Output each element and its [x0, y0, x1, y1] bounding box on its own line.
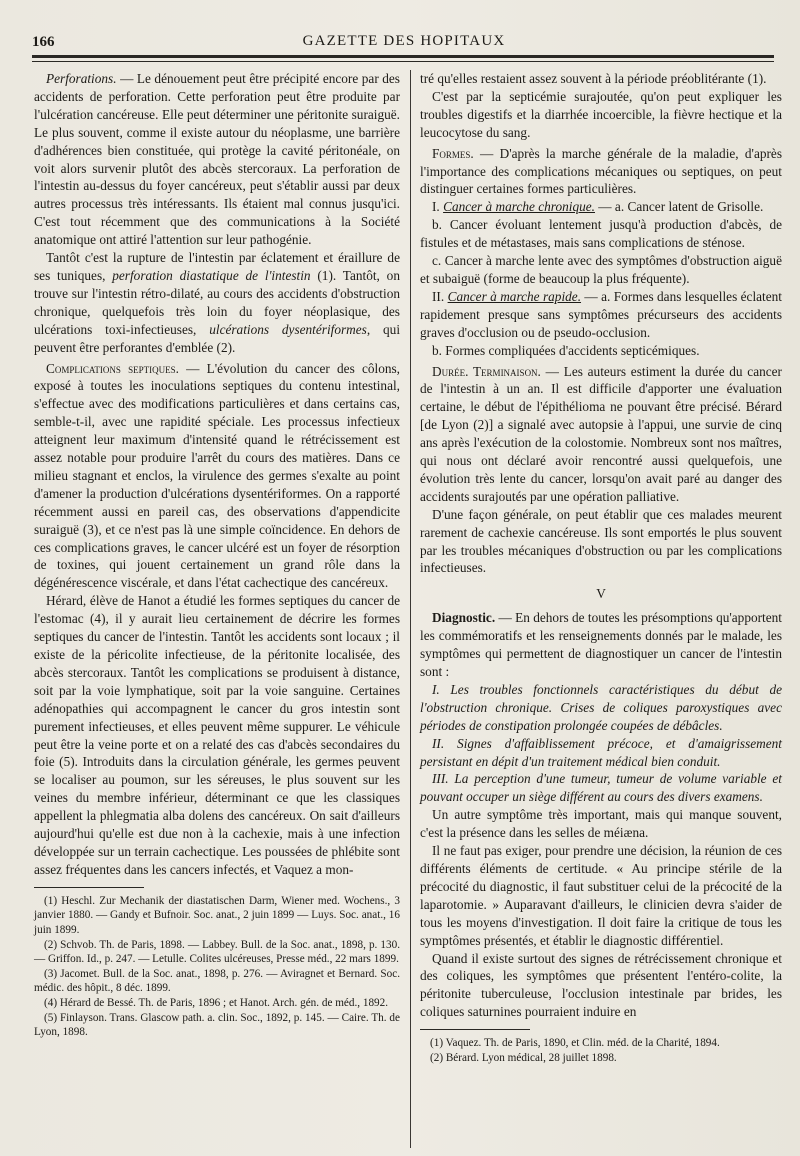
footnote: (3) Jacomet. Bull. de la Soc. anat., 1898, p. 276. — Aviragnet et Bernard. Soc. médic. des hôpit., 8 déc. 1899. — [34, 967, 400, 995]
label-forme-i: I. — [432, 199, 444, 215]
footnote: (2) Schvob. Th. de Paris, 1898. — Labbey. Bull. de la Soc. anat., 1898, p. 130. — Griffon. Id., p. 247. — Letulle. Colites ulcéreuses, Presse méd., 22 mars 1899. — [34, 938, 400, 966]
text-forme-i-a: — a. Cancer latent de Grisolle. — [594, 199, 764, 215]
emph-ulcerations-dysenteriformes: ulcérations dysentériformes — [209, 321, 367, 337]
footnote: (5) Finlayson. Trans. Glascow path. a. clin. Soc., 1892, p. 145. — Caire. Th. de Lyon, 1898. — [34, 1011, 400, 1039]
paragraph-herard — [34, 592, 400, 879]
right-column — [420, 70, 782, 1065]
paragraph-melaena: Un autre symptôme très important, mais qui manque souvent, c'est la présence dans les selles de méiæna. — [420, 807, 782, 841]
diagnostic-item-2: II. Signes d'affaiblissement précoce, et d'amaigrissement persistant en dépit d'un traitement médical bien conduit. — [420, 735, 782, 769]
footnotes-right — [420, 1036, 782, 1065]
label-forme-ii: II. — [432, 288, 448, 304]
heading-duree: Durée. Terminaison. — [432, 363, 541, 379]
paragraph-forme-i — [420, 198, 782, 216]
paragraph-forme-i-c: c. Cancer à marche lente avec des symptômes d'obstruction aiguë et subaiguë (forme de beaucoup la plus fréquente). — [420, 253, 782, 286]
header-rule-thin — [32, 61, 774, 62]
paragraph-complications — [34, 360, 400, 593]
text-complications: — L'évolution du cancer des côlons, exposé à toutes les inoculations septiques du contenu intestinal, s'effectue avec des modifications particulières et dans certains cas, semble-t-il, avec une rapidité spéciale. Les processus infectieux atteignent leur maximum d'intensité quand le rétrécissement est assez notable pour produire l'arrêt du cours des matières. Dans ce milieu stagnant et enclos, la virulence des germes s'exalte au point d'amener la production d'ulcérations dysentériformes. On a rapporté récemment aussi en pareil cas, des observations d'appendicite suraiguë (3), et ce n'est pas là une simple coïncidence. En dehors de ces complications graves, le cancer ulcéré est un foyer de résorption de toxines, qui jouent certainement un grand rôle dans la dégénérescence viscérale, et dans l'état cachectique des cancéreux. — [34, 360, 400, 591]
title-forme-i: Cancer à marche chronique. — [443, 199, 595, 215]
paragraph-forme-i-b: b. Cancer évoluant lentement jusqu'à production d'abcès, de fistules et de métastases, mais sans complications de sténose. — [420, 217, 782, 251]
text-perforations: — Le dénouement peut être précipité encore par des accidents de perforation. Cette perforation peut être produite par l'ulcération cancéreuse. Elle peut déterminer une péritonite suraiguë. Le plus souvent, comme il existe autour du néoplasme, une barrière d'adhérences bien constituée, qui protège la cavité péritonéale, on voit alors survenir plutôt des abcès stercoraux. La perforation de l'intestin au-dessus du foyer cancéreux, peut s'établir aussi par deux autres processus très intéressants. Ils étaient mal connus jusqu'ici. C'est tout récemment que des communications à la Société anatomique ont attiré l'attention sur leur pathogénie. — [34, 71, 400, 248]
heading-diagnostic: Diagnostic. — [432, 610, 496, 626]
footnote: (2) Bérard. Lyon médical, 28 juillet 1898. — [430, 1051, 617, 1064]
text-diagnostic: — En dehors de toutes les présomptions qu'apportent les commémoratifs et les renseignements donnés par le malade, les symptômes qui permettent de diagnostiquer un cancer de l'intestin sont : — [420, 610, 782, 679]
text-rupture-a: Tantôt c'est la rupture de l'intestin par éclatement et éraillure de ses tuniques, — [34, 250, 400, 283]
footnote: (1) Vaquez. Th. de Paris, 1890, et Clin. méd. de la Charité, 1894. — [430, 1037, 720, 1050]
header-rule-thick — [32, 55, 774, 58]
footnotes-left — [34, 894, 400, 1040]
text-forme-ii-a: — a. Formes dans lesquelles éclatent rapidement presque sans symptômes précurseurs des accidents graves d'occlusion ou de pseudo-occlusion. — [420, 288, 782, 340]
paragraph-duree-2: D'une façon générale, on peut établir que ces malades meurent rarement de cachexie cancéreuse. Ils sont emportés le plus souvent par les troubles mécaniques d'obstruction ou par les complications infectieuses. — [420, 506, 782, 576]
column-divider — [410, 70, 411, 1148]
paragraph-retrecissement: Quand il existe surtout des signes de rétrécissement chronique et des coliques, les symptômes que présentent l'entéro-colite, la péritonite tuberculeuse, l'occlusion intestinale par brides, les coliques saturnines pourraient induire en — [420, 950, 782, 1020]
section-numeral: V — [596, 586, 606, 602]
paragraph-forme-ii-b: b. Formes compliquées d'accidents septicémiques. — [432, 342, 700, 358]
footnote: (4) Hérard de Bessé. Th. de Paris, 1896 ; et Hanot. Arch. gén. de méd., 1892. — [44, 996, 389, 1009]
paragraph-septicemie: C'est par la septicémie surajoutée, qu'on peut expliquer les troubles digestifs et la diarrhée incoercible, la fièvre hectique et la leucocytose du sang. — [420, 88, 782, 140]
paragraph-certitude: Il ne faut pas exiger, pour prendre une décision, la réunion de ces différents éléments de certitude. « Au principe stérile de la précocité du diagnostic, il faut substituer celui de la précocité de la laparotomie. » Auparavant d'ailleurs, le clinicien devra s'aider de tous les moyens d'investigation. Il doit faire la critique de tous les symptômes présentés, et établir le diagnostic différentiel. — [420, 843, 782, 948]
paragraph-forme-ii — [420, 288, 782, 342]
title-forme-ii: Cancer à marche rapide. — [447, 288, 582, 304]
text-rupture-b: (1). Tantôt, on trouve sur l'intestin rétro-dilaté, au cours des accidents d'obstruction chronique, quelquefois très loin du foyer néoplasique, des ulcérations toxi-infectieuses, — [34, 267, 400, 337]
text-herard: Hérard, élève de Hanot a étudié les formes septiques du cancer de l'estomac (4), il y aurait lieu certainement de décrire les formes septiques du cancer de l'intestin. Tantôt les accidents sont locaux ; il existe de la péricolite infectieuse, de la péritonite localisée, des abcès stercoraux. Tantôt les complications se produisent à distance, soit par la voie lymphatique, soit par la voie sanguine. Certaines adénopathies qui accompagnent le cancer du gros intestin sont purement infectieuses, et elles peuvent même suppurer. Le véhicule peut être la veine porte et on a relaté des cas d'abcès secondaires du foie (5). Introduits dans la circulation générale, les germes peuvent se localiser au poumon, sur les séreuses, le plus souvent sur les veines du membre inférieur, déterminant ce que les classiques appellent la phlegmatia alba dolens des cancéreux. On sait d'ailleurs aujourd'hui qu'elle est due non à la cachexie, mais à une infection développée sur un terrain cachectique. Les poussées de phlébite sont assez fréquentes dans les cancers infectés, et Vaquez a mon- — [34, 593, 400, 877]
paragraph-duree — [420, 363, 782, 506]
left-column — [34, 70, 400, 1040]
footnote-rule — [34, 887, 144, 888]
diagnostic-item-3: III. La perception d'une tumeur, tumeur de volume variable et pouvant occuper un siège différent au cours des divers examens. — [420, 771, 782, 805]
diagnostic-item-1: I. Les troubles fonctionnels caractéristiques du début de l'obstruction chronique. Crises de coliques paroxystiques avec périodes de constipation prolongée coupées de débâcles. — [420, 681, 782, 733]
paragraph-diagnostic — [420, 609, 782, 681]
page-header — [32, 30, 776, 54]
footnote: (1) Heschl. Zur Mechanik der diastatischen Darm, Wiener med. Wochens., 3 janvier 1880. — Gandy et Bufnoir. Soc. anat., 2 juin 1899 — Luys. Soc. anat., 16 juin 1899. — [34, 894, 400, 936]
text-duree: — Les auteurs estiment la durée du cancer de l'intestin à un an. Il est difficile d'apporter une évaluation certaine, le début de l'épithélioma ne pouvant être précisé. Bérard [de Lyon (2)] a signalé avec autopsie à l'appui, une survie de cinq ans après l'exécution de la colostomie. Nombreux sont nos maîtres, qui nous ont déclaré avoir rencontré aussi quelquefois, une évolution très lente du cancer, lorsqu'on avait paré au danger des accidents surajoutés par une opération palliative. — [420, 363, 782, 504]
paragraph-perforations — [34, 70, 400, 249]
heading-perforations: Perforations. — [46, 71, 117, 86]
journal-title: GAZETTE DES HOPITAUX — [302, 33, 506, 49]
paragraph-rupture — [34, 249, 400, 356]
emph-perforation-diastatique: perforation diastatique de l'intestin — [112, 267, 311, 283]
page-number: 166 — [32, 34, 55, 50]
paragraph-continuation: tré qu'elles restaient assez souvent à la période préoblitérante (1). — [420, 71, 767, 86]
text-rupture-c: , qui peuvent être perforantes d'emblée (2). — [34, 321, 401, 355]
heading-complications: Complications septiques. — [46, 360, 179, 376]
paragraph-formes — [420, 145, 782, 199]
heading-formes: Formes. — [432, 145, 474, 161]
footnote-rule — [420, 1029, 530, 1030]
text-formes: — D'après la marche générale de la maladie, d'après l'importance des complications mécaniques ou septiques, on peut distinguer certaines formes particulières. — [420, 145, 782, 197]
